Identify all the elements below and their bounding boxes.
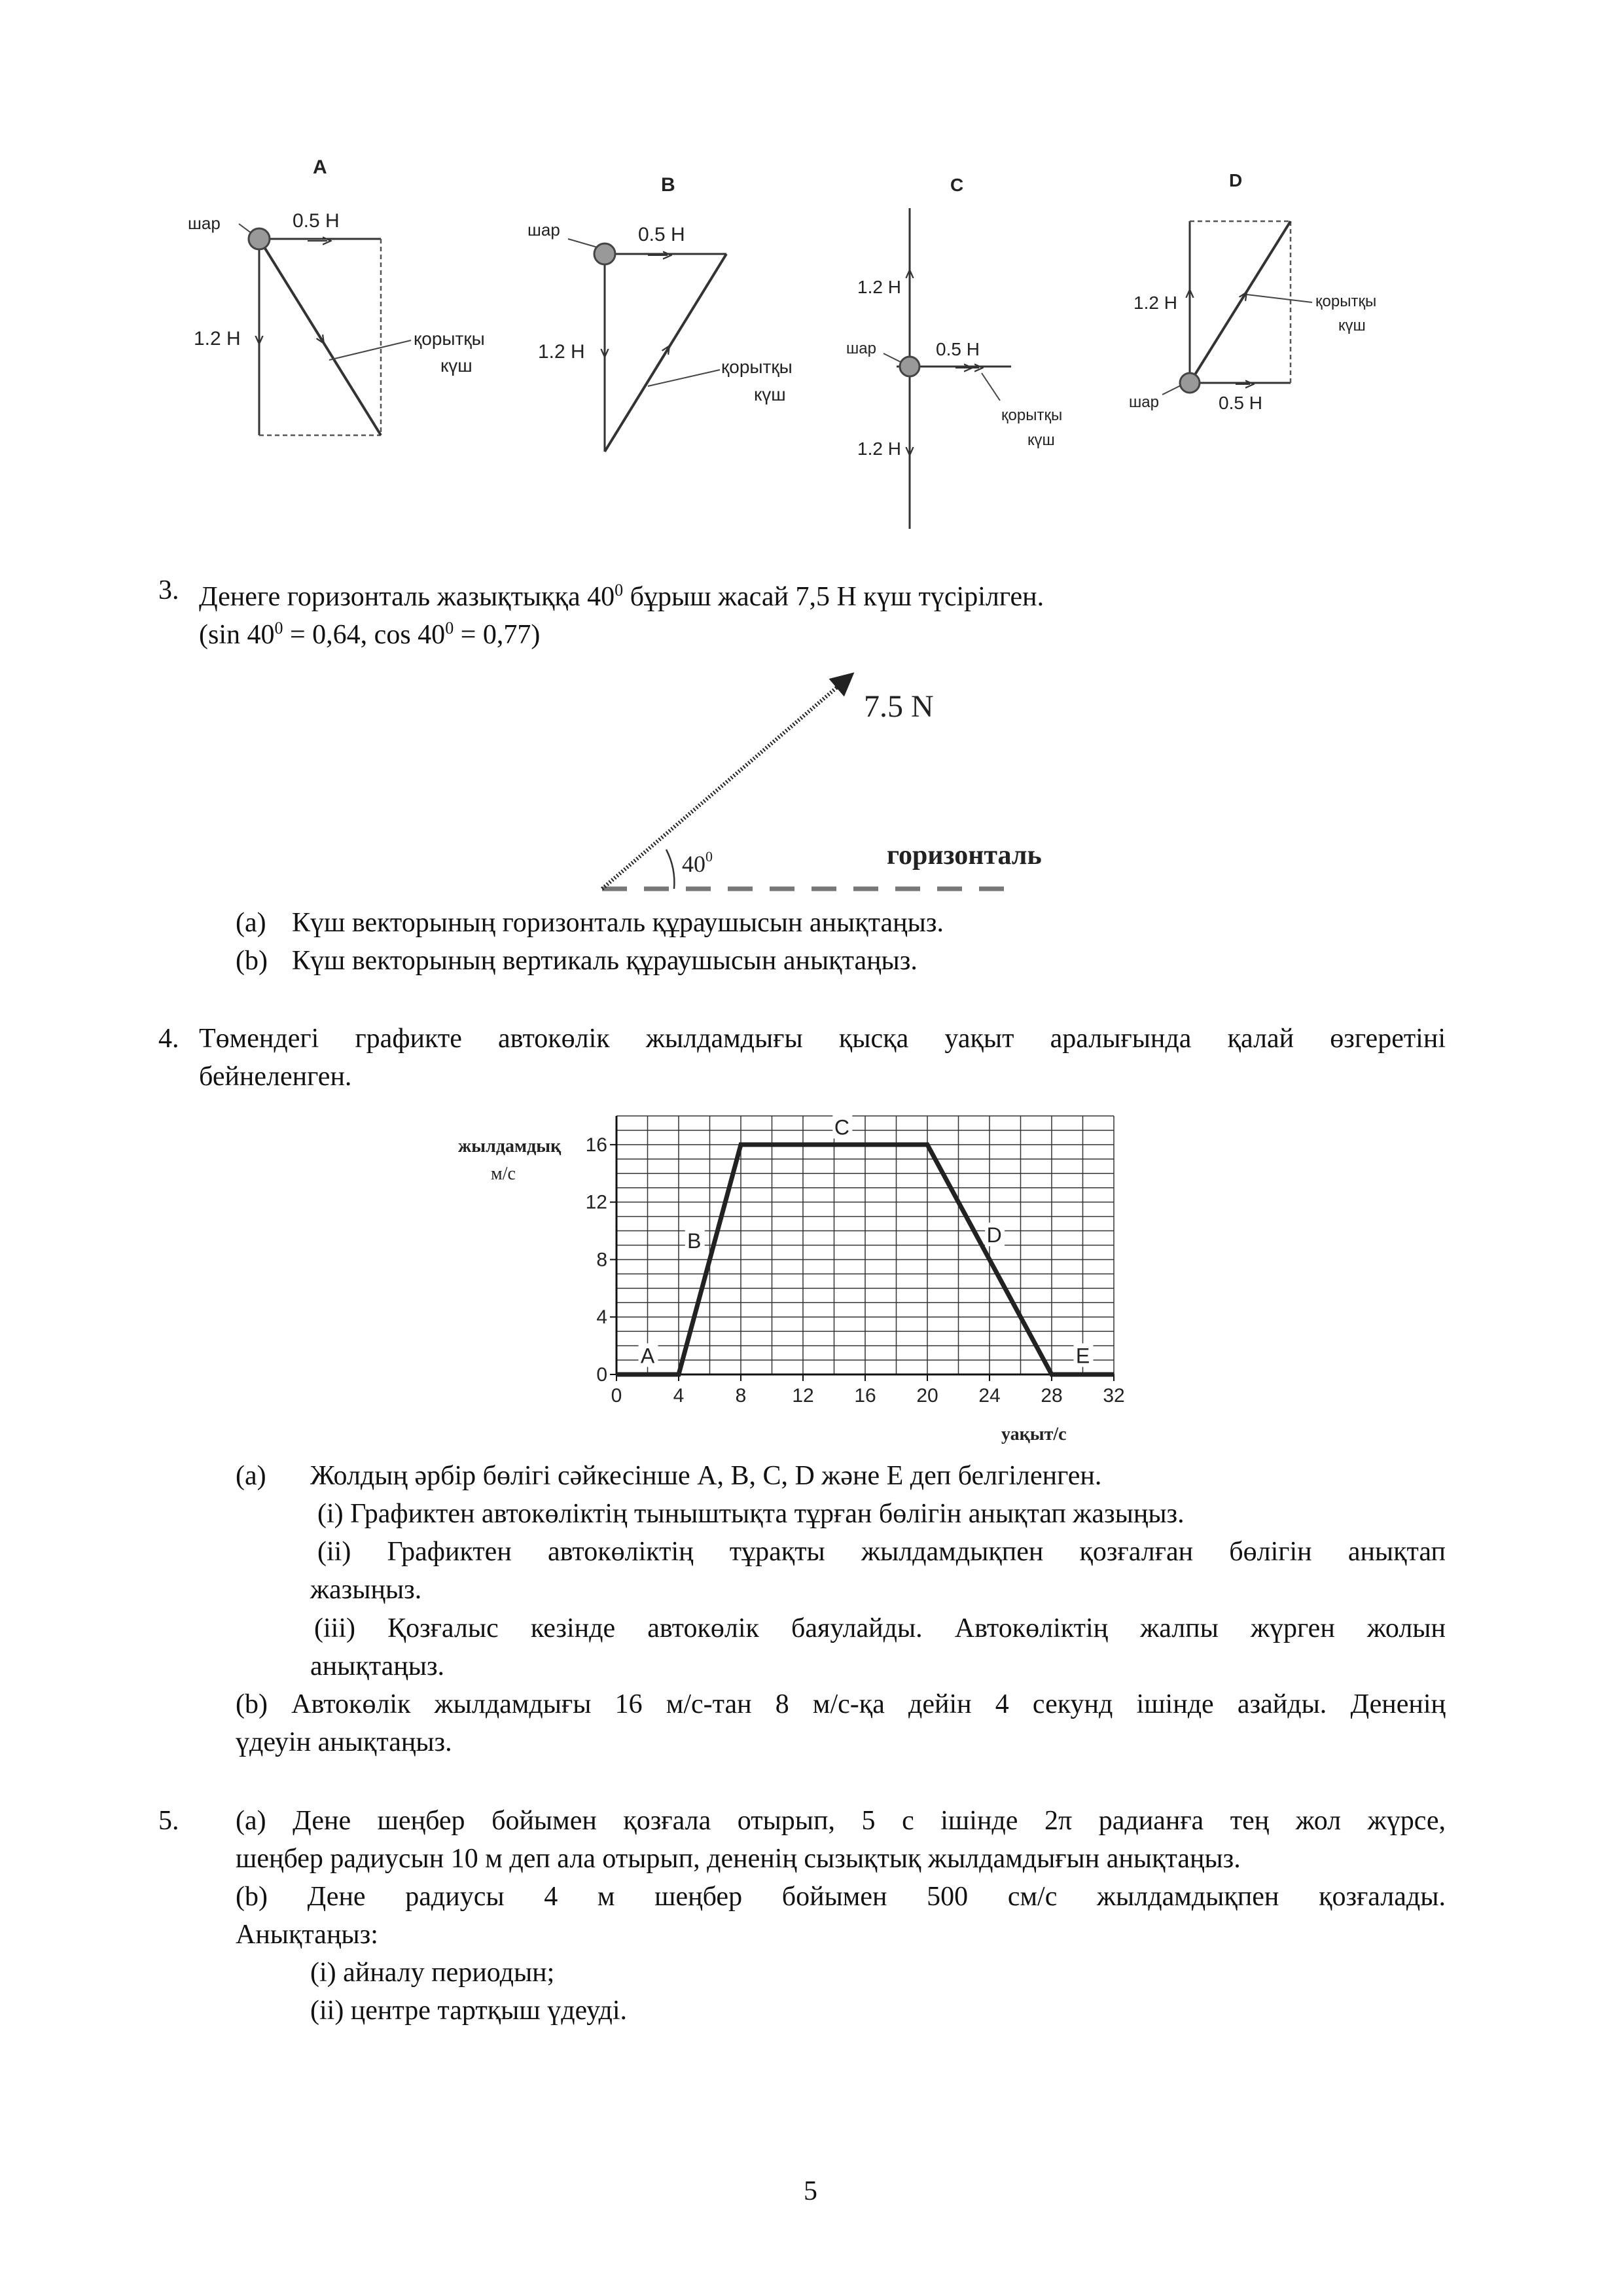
q4a-ii-line2: жазыңыз. bbox=[310, 1575, 422, 1605]
segment-label-d: D bbox=[986, 1223, 1002, 1247]
x-tick-label: 24 bbox=[978, 1385, 1001, 1407]
svg-text:шар: шар bbox=[1129, 393, 1159, 411]
q5a-line2: шеңбер радиусын 10 м деп ала отырып, дененің сызықтық жылдамдығын анықтаңыз. bbox=[236, 1844, 1241, 1874]
x-tick-label: 32 bbox=[1103, 1385, 1125, 1407]
q4-statement-line1: Төмендегі графикте автокөлік жылдамдығы қысқа уақыт аралығында қалай өзгеретіні bbox=[199, 1024, 1446, 1054]
q3-number: 3. bbox=[158, 575, 179, 605]
force-label: 7.5 N bbox=[864, 689, 934, 724]
x-tick-label: 4 bbox=[673, 1385, 685, 1407]
diagram-c-letter: C bbox=[950, 175, 964, 195]
svg-text:1.2 H: 1.2 H bbox=[857, 277, 901, 297]
segment-label-e: E bbox=[1075, 1344, 1090, 1368]
svg-text:күш: күш bbox=[754, 384, 786, 404]
svg-text:0.5 H: 0.5 H bbox=[936, 339, 980, 359]
svg-text:күш: күш bbox=[440, 355, 473, 376]
x-tick-label: 16 bbox=[854, 1385, 876, 1407]
speed-data-point bbox=[927, 1144, 928, 1145]
q4a-iii-line2: анықтаңыз. bbox=[310, 1651, 445, 1681]
segment-label-a: A bbox=[640, 1344, 655, 1368]
q4a-ii-line1: (іі) Графиктен автокөліктің тұрақты жылдамдықпен қозғалған бөлігін анықтап bbox=[317, 1537, 1446, 1567]
speed-data-point bbox=[616, 1374, 617, 1375]
speed-data-point bbox=[740, 1144, 741, 1145]
q5b-line1: (b) Дене радиусы 4 м шеңбер бойымен 500 см/с жылдамдықпен қозғалады. bbox=[236, 1882, 1446, 1912]
x-tick-label: 12 bbox=[792, 1385, 814, 1407]
y-tick-label: 0 bbox=[596, 1364, 607, 1386]
q5-number: 5. bbox=[158, 1806, 179, 1836]
q4b-line1: (b) Автокөлік жылдамдығы 16 м/с-тан 8 м/с-қа дейін 4 секунд ішінде азайды. Дененің bbox=[236, 1689, 1446, 1719]
segment-label-c: C bbox=[834, 1115, 849, 1139]
svg-text:1.2 H: 1.2 H bbox=[194, 328, 241, 350]
q4a-i: (і) Графиктен автокөліктің тыныштықта тұрған бөлігін анықтап жазыңыз. bbox=[317, 1499, 1185, 1529]
diagram-d-letter: D bbox=[1229, 170, 1243, 190]
q3b-label: (b) bbox=[236, 946, 268, 976]
speed-data-point bbox=[1051, 1374, 1052, 1375]
svg-text:қорытқы: қорытқы bbox=[1001, 406, 1063, 424]
horizontal-label: горизонталь bbox=[887, 840, 1042, 870]
x-tick-label: 28 bbox=[1041, 1385, 1063, 1407]
svg-text:1.2 H: 1.2 H bbox=[1133, 293, 1177, 313]
speed-time-chart bbox=[458, 1113, 1145, 1453]
q5b-i: (і) айналу периодын; bbox=[310, 1958, 555, 1988]
diagram-d bbox=[1129, 170, 1376, 413]
q3-force-figure bbox=[576, 661, 1073, 903]
force-vector bbox=[602, 675, 851, 889]
q4-number: 4. bbox=[158, 1024, 179, 1054]
svg-text:қорытқы: қорытқы bbox=[414, 329, 485, 349]
q5b-line2: Анықтаңыз: bbox=[236, 1920, 378, 1950]
q4a-label: (a) bbox=[236, 1461, 266, 1491]
force-diagrams-figure bbox=[0, 0, 1623, 550]
x-axis-label: уақыт/с bbox=[1001, 1424, 1067, 1444]
svg-text:0.5 H: 0.5 H bbox=[293, 210, 340, 232]
diagram-b bbox=[527, 174, 793, 452]
q5b-ii: (іі) центре тартқыш үдеуді. bbox=[310, 1996, 628, 2026]
y-axis-label-line2: м/с bbox=[491, 1164, 516, 1184]
y-tick-label: 16 bbox=[585, 1134, 607, 1156]
chart-ticks bbox=[586, 1134, 1125, 1407]
q4a-text: Жолдың әрбір бөлігі сәйкесінше А, В, С, D және Е деп белгіленген. bbox=[310, 1461, 1102, 1491]
page-number: 5 bbox=[804, 2176, 817, 2206]
speed-data-point bbox=[1113, 1374, 1115, 1375]
svg-text:қорытқы: қорытқы bbox=[721, 357, 793, 377]
diagram-a-letter: A bbox=[313, 156, 327, 178]
svg-text:шар: шар bbox=[846, 340, 876, 357]
y-tick-label: 12 bbox=[585, 1191, 607, 1213]
svg-text:0.5 H: 0.5 H bbox=[638, 224, 685, 245]
svg-text:0.5 H: 0.5 H bbox=[1219, 393, 1262, 413]
q4a-iii-line1: (ііі) Қозғалыс кезінде автокөлік баяулайды. Автокөліктің жалпы жүрген жолын bbox=[314, 1613, 1446, 1643]
diagram-c bbox=[846, 175, 1062, 529]
diagram-a bbox=[188, 156, 485, 435]
svg-text:1.2 H: 1.2 H bbox=[857, 439, 901, 459]
q4b-line2: үдеуін анықтаңыз. bbox=[236, 1727, 452, 1757]
q3-statement-line2: (sin $40^0 = 0,64$, $\cos 40^0 = 0,77$) bbox=[199, 619, 541, 650]
speed-data-point bbox=[678, 1374, 679, 1375]
segment-label-b: B bbox=[687, 1229, 702, 1253]
diagram-b-letter: B bbox=[661, 174, 675, 196]
svg-text:шар: шар bbox=[527, 220, 560, 240]
y-tick-label: 4 bbox=[596, 1306, 607, 1329]
q5a-line1: (a) Дене шеңбер бойымен қозғала отырып, 5 с ішінде 2π радианға тең жол жүрсе, bbox=[236, 1806, 1446, 1836]
angle-label: $40^0$ bbox=[682, 848, 713, 877]
svg-text:қорытқы: қорытқы bbox=[1315, 293, 1377, 310]
q3-statement-line1: Денеге горизонталь жазықтыққа $40^0$ бұрыш жасай 7,5 Н күш түсірілген. bbox=[199, 581, 1044, 612]
y-axis-label-line1: жылдамдық bbox=[458, 1136, 562, 1157]
x-tick-label: 8 bbox=[735, 1385, 747, 1407]
q3a-label: (a) bbox=[236, 908, 266, 938]
q3a-text: Күш векторының горизонталь құраушысын анықтаңыз. bbox=[292, 908, 944, 938]
svg-text:күш: күш bbox=[1338, 317, 1366, 334]
x-tick-label: 0 bbox=[611, 1385, 622, 1407]
svg-text:күш: күш bbox=[1027, 431, 1055, 449]
q3b-text: Күш векторының вертикаль құраушысын анықтаңыз. bbox=[292, 946, 918, 976]
svg-text:1.2 H: 1.2 H bbox=[538, 341, 585, 363]
x-tick-label: 20 bbox=[916, 1385, 938, 1407]
q4-statement-line2: бейнеленген. bbox=[199, 1062, 352, 1092]
y-tick-label: 8 bbox=[596, 1249, 607, 1271]
svg-text:шар: шар bbox=[188, 213, 221, 233]
